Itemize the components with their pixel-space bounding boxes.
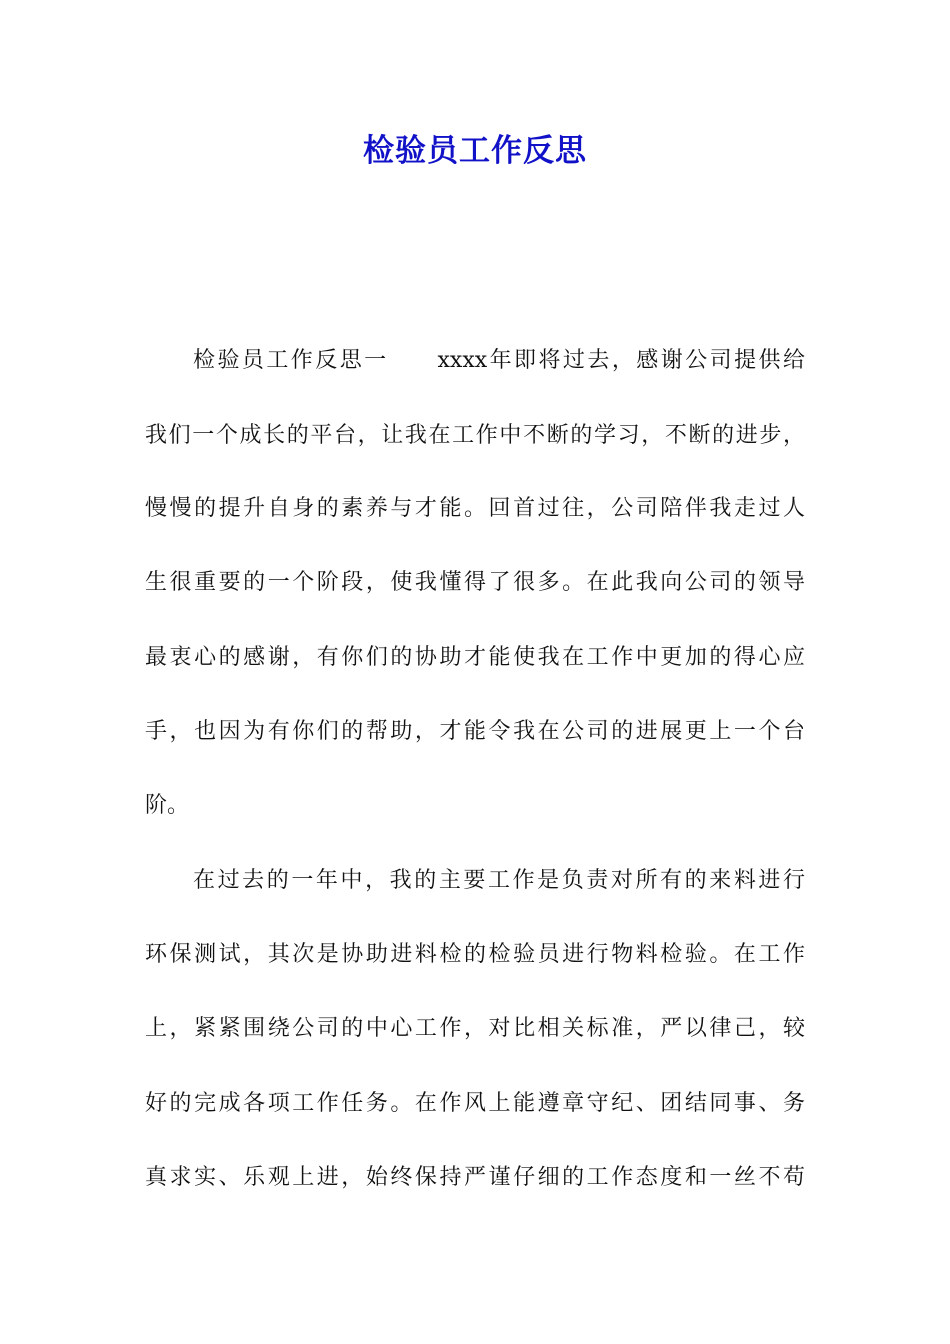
- paragraph-1-line-5: 最衷心的感谢，有你们的协助才能使我在工作中更加的得心应: [145, 645, 805, 670]
- paragraph-1-line-7: 阶。: [145, 793, 190, 818]
- paragraph-2-line-1: 在过去的一年中，我的主要工作是负责对所有的来料进行: [193, 868, 805, 893]
- document-title: 检验员工作反思: [363, 133, 587, 169]
- paragraph-1-line-6: 手，也因为有你们的帮助，才能令我在公司的进展更上一个台: [145, 719, 805, 744]
- paragraph-2-line-3: 上，紧紧围绕公司的中心工作，对比相关标准，严以律己，较: [145, 1016, 805, 1041]
- paragraph-1-line-4: 生很重要的一个阶段，使我懂得了很多。在此我向公司的领导: [145, 570, 805, 595]
- paragraph-1-line-2: 我们一个成长的平台，让我在工作中不断的学习，不断的进步，: [145, 423, 805, 448]
- paragraph-2-line-4: 好的完成各项工作任务。在作风上能遵章守纪、团结同事、务: [145, 1091, 805, 1116]
- paragraph-2-line-5: 真求实、乐观上进，始终保持严谨仔细的工作态度和一丝不苟: [145, 1165, 805, 1190]
- paragraph-1-line-1: 检验员工作反思一 xxxx年即将过去，感谢公司提供给: [193, 348, 805, 373]
- paragraph-2-line-2: 环保测试，其次是协助进料检的检验员进行物料检验。在工作: [145, 942, 805, 967]
- paragraph-1-line-3: 慢慢的提升自身的素养与才能。回首过往，公司陪伴我走过人: [145, 496, 805, 521]
